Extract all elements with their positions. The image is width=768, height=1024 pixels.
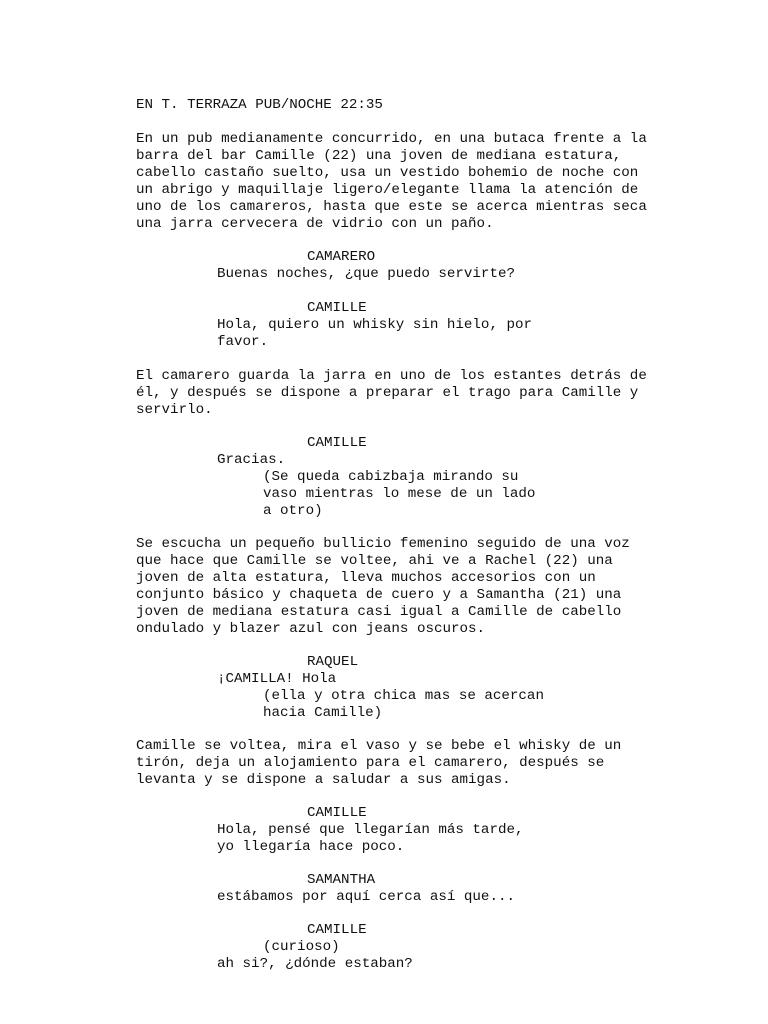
parenthetical-line: (Se queda cabizbaja mirando su (263, 469, 519, 485)
dialogue-line: ah si?, ¿dónde estaban? (217, 956, 413, 972)
dialogue-line: estábamos por aquí cerca así que... (217, 889, 515, 905)
action-line: conjunto básico y chaqueta de cuero y a Samantha (21) una (136, 587, 622, 603)
character-cue: RAQUEL (307, 654, 359, 670)
action-line: ondulado y blazer azul con jeans oscuros. (136, 621, 486, 637)
dialogue-line: favor. (217, 334, 269, 350)
parenthetical-line: hacia Camille) (263, 705, 383, 721)
parenthetical-line: (ella y otra chica mas se acercan (263, 688, 544, 704)
action-line: Se escucha un pequeño bullicio femenino seguido de una voz (136, 536, 630, 552)
action-line: que hace que Camille se voltee, ahi ve a Rachel (22) una (136, 553, 613, 569)
action-line: una jarra cervecera de vidrio con un paño. (136, 216, 494, 232)
parenthetical-line: (curioso) (263, 939, 340, 955)
dialogue-line: Gracias. (217, 452, 286, 468)
action-line: Camille se voltea, mira el vaso y se bebe el whisky de un (136, 738, 622, 754)
action-line: tirón, deja un alojamiento para el camarero, después se (136, 755, 605, 771)
dialogue-line: ¡CAMILLA! Hola (217, 671, 337, 687)
action-line: joven de mediana estatura casi igual a Camille de cabello (136, 604, 622, 620)
character-cue: SAMANTHA (307, 872, 376, 888)
character-cue: CAMILLE (307, 805, 367, 821)
action-line: él, y después se dispone a preparar el trago para Camille y (136, 385, 639, 401)
character-cue: CAMILLE (307, 922, 367, 938)
character-cue: CAMILLE (307, 435, 367, 451)
dialogue-line: yo llegaría hace poco. (217, 839, 405, 855)
character-cue: CAMILLE (307, 300, 367, 316)
action-line: En un pub medianamente concurrido, en una butaca frente a la (136, 131, 647, 147)
action-line: joven de alta estatura, lleva muchos accesorios con un (136, 570, 596, 586)
action-line: barra del bar Camille (22) una joven de mediana estatura, (136, 148, 622, 164)
parenthetical-line: vaso mientras lo mese de un lado (263, 486, 536, 502)
action-line: El camarero guarda la jarra en uno de los estantes detrás de (136, 368, 647, 384)
dialogue-line: Buenas noches, ¿que puedo servirte? (217, 266, 515, 282)
action-line: uno de los camareros, hasta que este se acerca mientras seca (136, 199, 647, 215)
action-line: servirlo. (136, 402, 213, 418)
parenthetical-line: a otro) (263, 503, 323, 519)
action-line: cabello castaño suelto, usa un vestido bohemio de noche con (136, 165, 639, 181)
scene-heading: EN T. TERRAZA PUB/NOCHE 22:35 (136, 97, 383, 113)
action-line: un abrigo y maquillaje ligero/elegante llama la atención de (136, 182, 639, 198)
dialogue-line: Hola, quiero un whisky sin hielo, por (217, 317, 533, 333)
character-cue: CAMARERO (307, 249, 376, 265)
action-line: levanta y se dispone a saludar a sus amigas. (136, 772, 511, 788)
dialogue-line: Hola, pensé que llegarían más tarde, (217, 822, 524, 838)
